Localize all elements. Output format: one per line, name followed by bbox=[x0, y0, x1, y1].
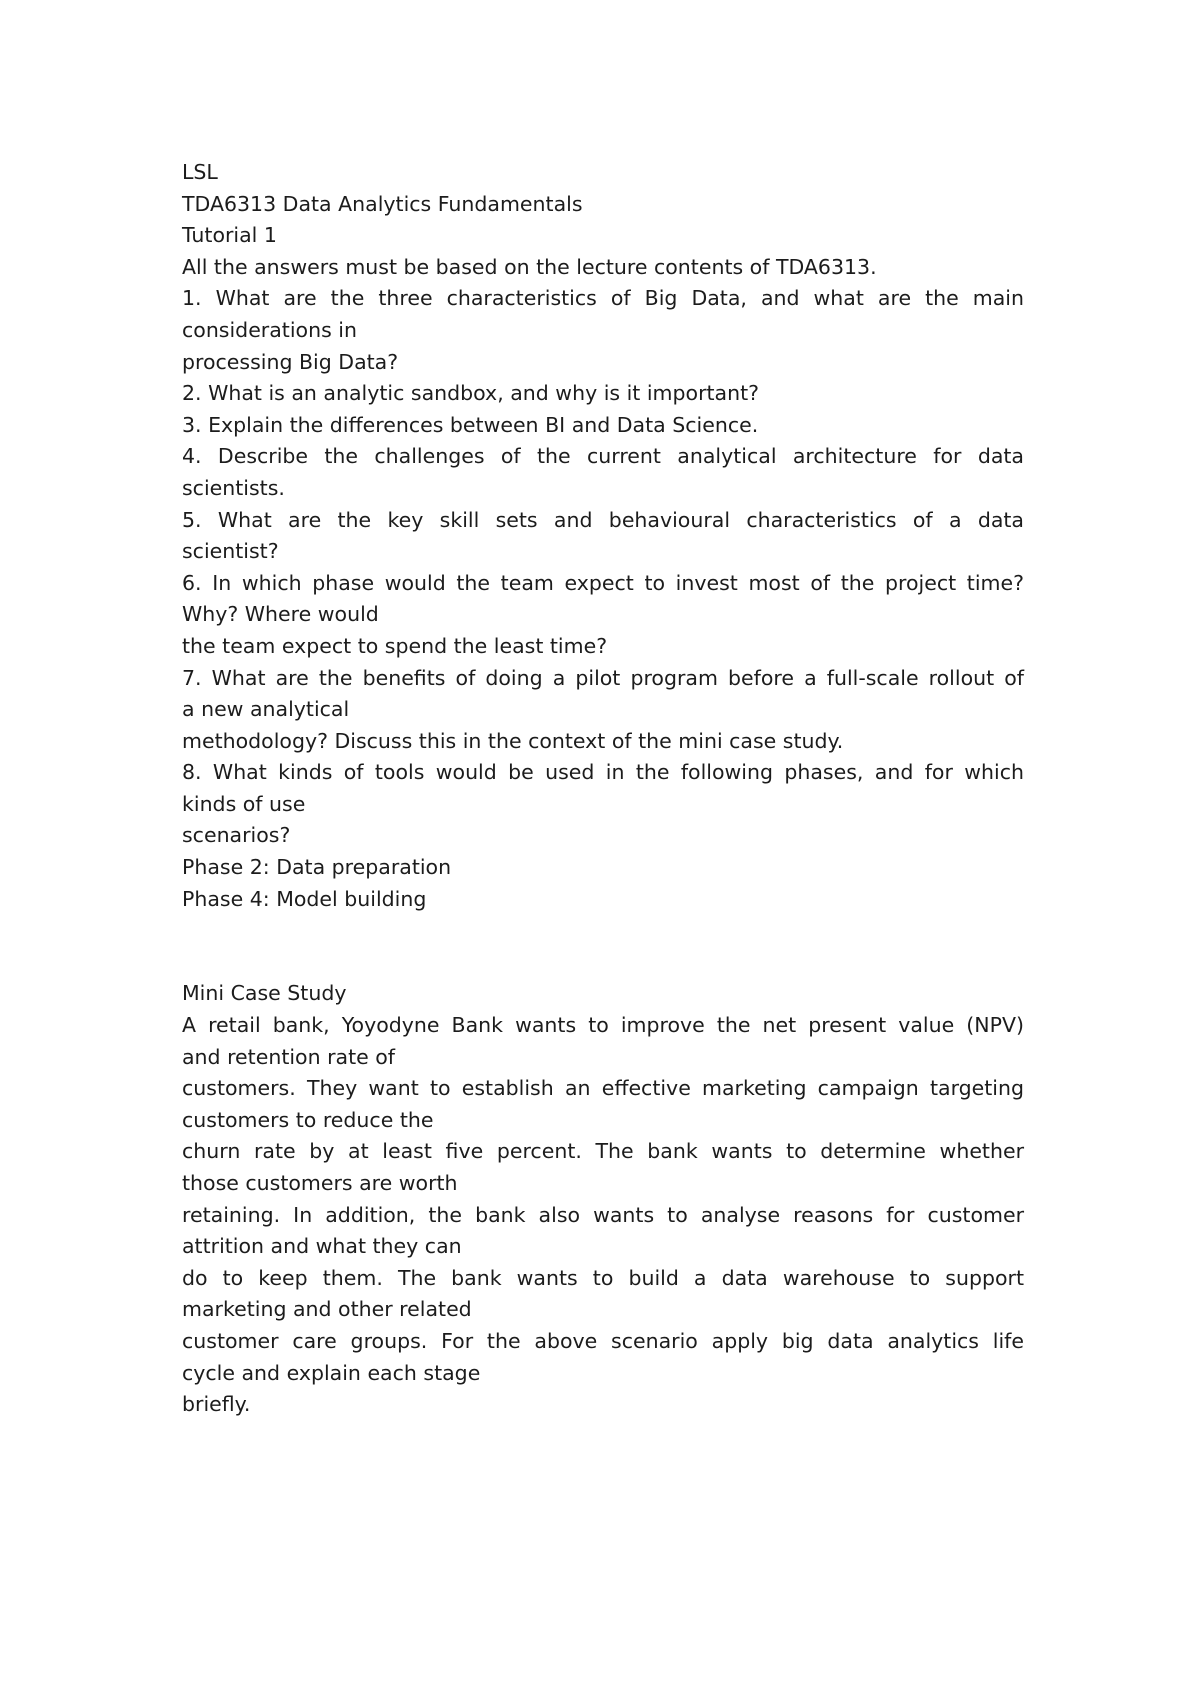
case-study-line: briefly. bbox=[182, 1392, 251, 1417]
question-1-line-2: considerations in bbox=[182, 317, 357, 342]
case-study-line: retaining. In addition, the bank also wants to analyse reasons for customer bbox=[182, 1202, 1024, 1227]
case-study-line: attrition and what they can bbox=[182, 1234, 462, 1259]
case-study-line: cycle and explain each stage bbox=[182, 1360, 481, 1385]
case-study-line: customers to reduce the bbox=[182, 1107, 434, 1132]
question-5-line-1: 5. What are the key skill sets and behavioural characteristics of a data bbox=[182, 507, 1024, 532]
case-study-line: customers. They want to establish an effective marketing campaign targeting bbox=[182, 1076, 1024, 1101]
case-study-line: marketing and other related bbox=[182, 1297, 472, 1322]
question-6-line-1: 6. In which phase would the team expect to invest most of the project time? bbox=[182, 570, 1024, 595]
question-8-line-3: scenarios? bbox=[182, 823, 291, 848]
case-study-line: and retention rate of bbox=[182, 1044, 396, 1069]
course-title: TDA6313 Data Analytics Fundamentals bbox=[182, 191, 583, 216]
question-5-line-2: scientist? bbox=[182, 539, 279, 564]
document-page bbox=[182, 157, 1024, 1421]
question-7-line-2: a new analytical bbox=[182, 697, 350, 722]
case-study-title: Mini Case Study bbox=[182, 981, 347, 1006]
author-initials: LSL bbox=[182, 160, 218, 184]
question-6-line-2: Why? Where would bbox=[182, 602, 379, 627]
phase-4-item: Phase 4: Model building bbox=[182, 886, 427, 911]
question-4-line-2: scientists. bbox=[182, 475, 285, 500]
case-study-line: churn rate by at least five percent. The bank wants to determine whether bbox=[182, 1139, 1024, 1164]
case-study-line: A retail bank, Yoyodyne Bank wants to improve the net present value (NPV) bbox=[182, 1013, 1024, 1038]
question-7-line-1: 7. What are the benefits of doing a pilot program before a full-scale rollout of bbox=[182, 665, 1024, 690]
case-study-line: customer care groups. For the above scenario apply big data analytics life bbox=[182, 1328, 1024, 1353]
question-8-line-2: kinds of use bbox=[182, 791, 306, 816]
question-7-line-3: methodology? Discuss this in the context of the mini case study. bbox=[182, 728, 844, 753]
case-study-line: do to keep them. The bank wants to build a data warehouse to support bbox=[182, 1265, 1024, 1290]
question-6-line-3: the team expect to spend the least time? bbox=[182, 633, 608, 658]
instruction-text: All the answers must be based on the lecture contents of TDA6313. bbox=[182, 254, 877, 279]
section-spacer bbox=[182, 915, 1024, 978]
question-8-line-1: 8. What kinds of tools would be used in the following phases, and for which bbox=[182, 760, 1024, 785]
phase-2-item: Phase 2: Data preparation bbox=[182, 855, 452, 880]
question-1-line-1: 1. What are the three characteristics of Big Data, and what are the main bbox=[182, 286, 1024, 311]
question-4-line-1: 4. Describe the challenges of the current analytical architecture for data bbox=[182, 444, 1024, 469]
tutorial-title: Tutorial 1 bbox=[182, 223, 277, 248]
question-3: 3. Explain the differences between BI and Data Science. bbox=[182, 412, 759, 437]
question-1-line-3: processing Big Data? bbox=[182, 349, 399, 374]
case-study-line: those customers are worth bbox=[182, 1171, 458, 1195]
question-2: 2. What is an analytic sandbox, and why is it important? bbox=[182, 381, 760, 406]
